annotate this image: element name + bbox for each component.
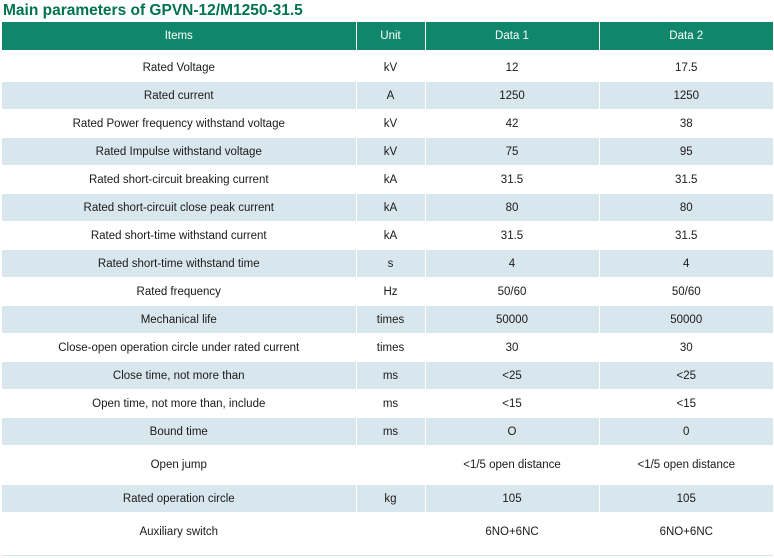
item-cell: Close-open operation circle under rated current [2, 334, 356, 362]
unit-cell: Hz [356, 278, 425, 306]
data1-cell: <25 [425, 362, 599, 390]
unit-cell: ms [356, 362, 425, 390]
data1-cell: 50/60 [425, 278, 599, 306]
item-cell: Bound time [2, 418, 356, 446]
data1-cell: 42 [425, 110, 599, 138]
data2-cell: 50/60 [599, 278, 773, 306]
table-row [2, 82, 773, 110]
item-cell: Close time, not more than [2, 362, 356, 390]
data1-cell: 50000 [425, 306, 599, 334]
item-cell: Rated short-time withstand current [2, 222, 356, 250]
unit-cell: kV [356, 54, 425, 82]
data2-cell: 31.5 [599, 222, 773, 250]
data2-cell: 105 [599, 485, 773, 513]
data1-cell: 12 [425, 54, 599, 82]
item-cell: Open jump [2, 446, 356, 485]
data2-cell: <15 [599, 390, 773, 418]
data2-cell: <1/5 open distance [599, 446, 773, 485]
unit-cell: A [356, 82, 425, 110]
data2-cell: 4 [599, 250, 773, 278]
item-cell: Rated short-time withstand time [2, 250, 356, 278]
header-data-2: Data 2 [599, 22, 773, 50]
header-unit: Unit [356, 22, 425, 50]
unit-cell: ms [356, 390, 425, 418]
header-items: Items [2, 22, 356, 50]
unit-cell: kA [356, 222, 425, 250]
table-row [2, 418, 773, 446]
data2-cell: 0 [599, 418, 773, 446]
data1-cell: 75 [425, 138, 599, 166]
table-row [2, 110, 773, 138]
item-cell: Rated operation circle [2, 485, 356, 513]
data2-cell: 1250 [599, 82, 773, 110]
table-row [2, 306, 773, 334]
unit-cell [356, 446, 425, 485]
table-row [2, 513, 773, 552]
table-row [2, 446, 773, 485]
item-cell: Rated Impulse withstand voltage [2, 138, 356, 166]
table-row [2, 278, 773, 306]
item-cell: Rated short-circuit close peak current [2, 194, 356, 222]
data1-cell: 105 [425, 485, 599, 513]
header-data-1: Data 1 [425, 22, 599, 50]
data1-cell: 4 [425, 250, 599, 278]
table-row [2, 138, 773, 166]
table-bottom-rule [2, 555, 773, 556]
data1-cell: 30 [425, 334, 599, 362]
unit-cell: kV [356, 110, 425, 138]
data1-cell: O [425, 418, 599, 446]
data2-cell: 95 [599, 138, 773, 166]
parameters-table [2, 22, 773, 552]
header-row [2, 22, 773, 50]
unit-cell: kA [356, 166, 425, 194]
item-cell: Open time, not more than, include [2, 390, 356, 418]
data2-cell: 50000 [599, 306, 773, 334]
unit-cell: kg [356, 485, 425, 513]
item-cell: Mechanical life [2, 306, 356, 334]
table-row [2, 166, 773, 194]
unit-cell: times [356, 334, 425, 362]
table-row [2, 485, 773, 513]
data2-cell: 80 [599, 194, 773, 222]
data1-cell: 31.5 [425, 166, 599, 194]
item-cell: Auxiliary switch [2, 513, 356, 552]
table-row [2, 334, 773, 362]
data1-cell: 6NO+6NC [425, 513, 599, 552]
unit-cell: ms [356, 418, 425, 446]
unit-cell: kA [356, 194, 425, 222]
table-row [2, 54, 773, 82]
data1-cell: 31.5 [425, 222, 599, 250]
table-row [2, 362, 773, 390]
table-row [2, 250, 773, 278]
table-row [2, 390, 773, 418]
unit-cell: kV [356, 138, 425, 166]
table-row [2, 194, 773, 222]
data2-cell: 31.5 [599, 166, 773, 194]
unit-cell [356, 513, 425, 552]
data2-cell: 38 [599, 110, 773, 138]
item-cell: Rated short-circuit breaking current [2, 166, 356, 194]
data2-cell: 17.5 [599, 54, 773, 82]
item-cell: Rated current [2, 82, 356, 110]
unit-cell: times [356, 306, 425, 334]
table-row [2, 222, 773, 250]
data2-cell: 6NO+6NC [599, 513, 773, 552]
unit-cell: s [356, 250, 425, 278]
item-cell: Rated Voltage [2, 54, 356, 82]
data2-cell: 30 [599, 334, 773, 362]
item-cell: Rated Power frequency withstand voltage [2, 110, 356, 138]
data1-cell: <1/5 open distance [425, 446, 599, 485]
data1-cell: 1250 [425, 82, 599, 110]
data2-cell: <25 [599, 362, 773, 390]
data1-cell: <15 [425, 390, 599, 418]
table-title: Main parameters of GPVN-12/M1250-31.5 [3, 2, 303, 19]
item-cell: Rated frequency [2, 278, 356, 306]
data1-cell: 80 [425, 194, 599, 222]
